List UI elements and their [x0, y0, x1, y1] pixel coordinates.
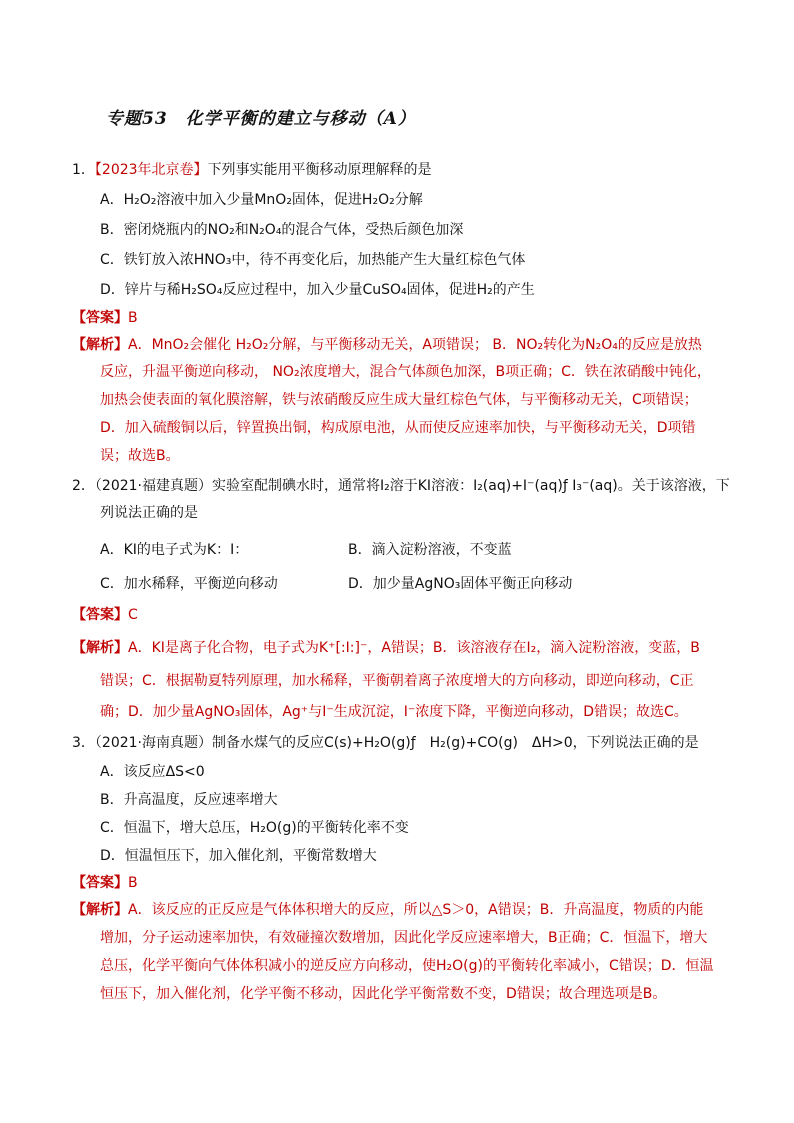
question-source: （2021·福建真题）	[94, 478, 213, 494]
question-1-analysis-line-2: 反应，升温平衡逆向移动， NO₂浓度增大，混合气体颜色加深，B项正确；C．铁在浓硝酸中钝化，	[100, 364, 711, 380]
question-2-option-a: A．KI的电子式为K：I：	[100, 542, 249, 558]
answer-label: 【答案】	[72, 310, 128, 326]
question-3-option-c: C．恒温下，增大总压，H₂O(g)的平衡转化率不变	[100, 820, 409, 836]
question-2-analysis-line-3: 确；D．加少量AgNO₃固体，Ag⁺与I⁻生成沉淀，I⁻浓度下降，平衡逆向移动，D错误；故选C。	[100, 704, 688, 720]
question-3-option-b: B．升高温度，反应速率增大	[100, 792, 278, 808]
question-2-option-b: B．滴入淀粉溶液，不变蓝	[348, 542, 512, 558]
question-2-option-d: D．加少量AgNO₃固体平衡正向移动	[348, 576, 573, 592]
question-3-analysis-line-4: 恒压下，加入催化剂，化学平衡不移动，因此化学平衡常数不变，D错误；故合理选项是B。	[100, 986, 667, 1002]
question-3-stem	[72, 733, 699, 753]
question-2-analysis-line-1: 【解析】A．KI是离子化合物，电子式为K⁺[:I:]⁻，A错误；B．该溶液存在I₂，滴入淀粉溶液，变蓝，B	[72, 640, 700, 656]
question-3-analysis-line-2: 增加，分子运动速率加快，有效碰撞次数增加，因此化学反应速率增大，B正确；C．恒温下，增大	[100, 930, 708, 946]
question-3-option-a: A．该反应ΔS<0	[100, 764, 205, 780]
question-2-answer	[72, 605, 138, 625]
question-3-analysis-line-3: 总压，化学平衡向气体体积减小的逆反应方向移动，使H₂O(g)的平衡转化率减小，C错误；D．恒温	[100, 958, 714, 974]
question-1-analysis-line-4: D．加入硫酸铜以后，锌置换出铜，构成原电池，从而使反应速率加快，与平衡移动无关，D项错	[100, 420, 696, 436]
answer-value: B	[128, 875, 138, 891]
question-number: 1．	[72, 162, 95, 178]
question-3-option-d: D．恒温恒压下，加入催化剂，平衡常数增大	[100, 848, 377, 864]
answer-value: B	[128, 310, 138, 326]
question-number: 2．	[72, 478, 95, 494]
question-1-analysis-line-5: 误；故选B。	[100, 448, 180, 464]
question-1-option-b: B．密闭烧瓶内的NO₂和N₂O₄的混合气体，受热后颜色加深	[100, 222, 464, 238]
question-text: 实验室配制碘水时，通常将I₂溶于KI溶液：I₂(aq)+I⁻(aq)ƒ I₃⁻(aq)。关于该溶液，下	[212, 478, 730, 494]
question-1-option-c: C．铁钉放入浓HNO₃中，待不再变化后，加热能产生大量红棕色气体	[100, 252, 526, 268]
question-text: 下列事实能用平衡移动原理解释的是	[207, 162, 432, 178]
question-1-analysis-line-1: 【解析】A．MnO₂会催化 H₂O₂分解，与平衡移动无关，A项错误； B．NO₂转化为N₂O₄的反应是放热	[72, 337, 702, 353]
question-1-option-d: D．锌片与稀H₂SO₄反应过程中，加入少量CuSO₄固体，促进H₂的产生	[100, 282, 535, 298]
analysis-label: 【解析】	[72, 640, 128, 656]
question-3-analysis-line-1: 【解析】A．该反应的正反应是气体体积增大的反应，所以△S＞0，A错误；B．升高温度，物质的内能	[72, 902, 704, 918]
question-number: 3．	[72, 735, 95, 751]
question-1-stem	[72, 160, 432, 180]
question-2-stem	[72, 476, 730, 496]
analysis-label: 【解析】	[72, 902, 128, 918]
answer-label: 【答案】	[72, 607, 128, 623]
question-source: （2021·海南真题）	[94, 735, 213, 751]
question-text: 制备水煤气的反应C(s)+H₂O(g)ƒ H₂(g)+CO(g) ΔH>0，下列说法正确的是	[212, 735, 699, 751]
question-2-option-c: C．加水稀释，平衡逆向移动	[100, 576, 278, 592]
question-1-option-a: A．H₂O₂溶液中加入少量MnO₂固体，促进H₂O₂分解	[100, 192, 423, 208]
question-1-analysis-line-3: 加热会使表面的氧化膜溶解，铁与浓硝酸反应生成大量红棕色气体，与平衡移动无关，C项错误；	[100, 392, 698, 408]
question-2-analysis-line-2: 错误；C．根据勒夏特列原理，加水稀释，平衡朝着离子浓度增大的方向移动，即逆向移动，C正	[100, 673, 694, 689]
question-2-stem-continued: 列说法正确的是	[100, 505, 198, 521]
question-source: 【2023年北京卷】	[94, 162, 208, 178]
page-title: 专题53 化学平衡的建立与移动（A）	[106, 109, 416, 129]
analysis-label: 【解析】	[72, 337, 128, 353]
answer-label: 【答案】	[72, 875, 128, 891]
question-1-answer	[72, 308, 138, 328]
question-3-answer	[72, 873, 138, 893]
answer-value: C	[128, 607, 138, 623]
